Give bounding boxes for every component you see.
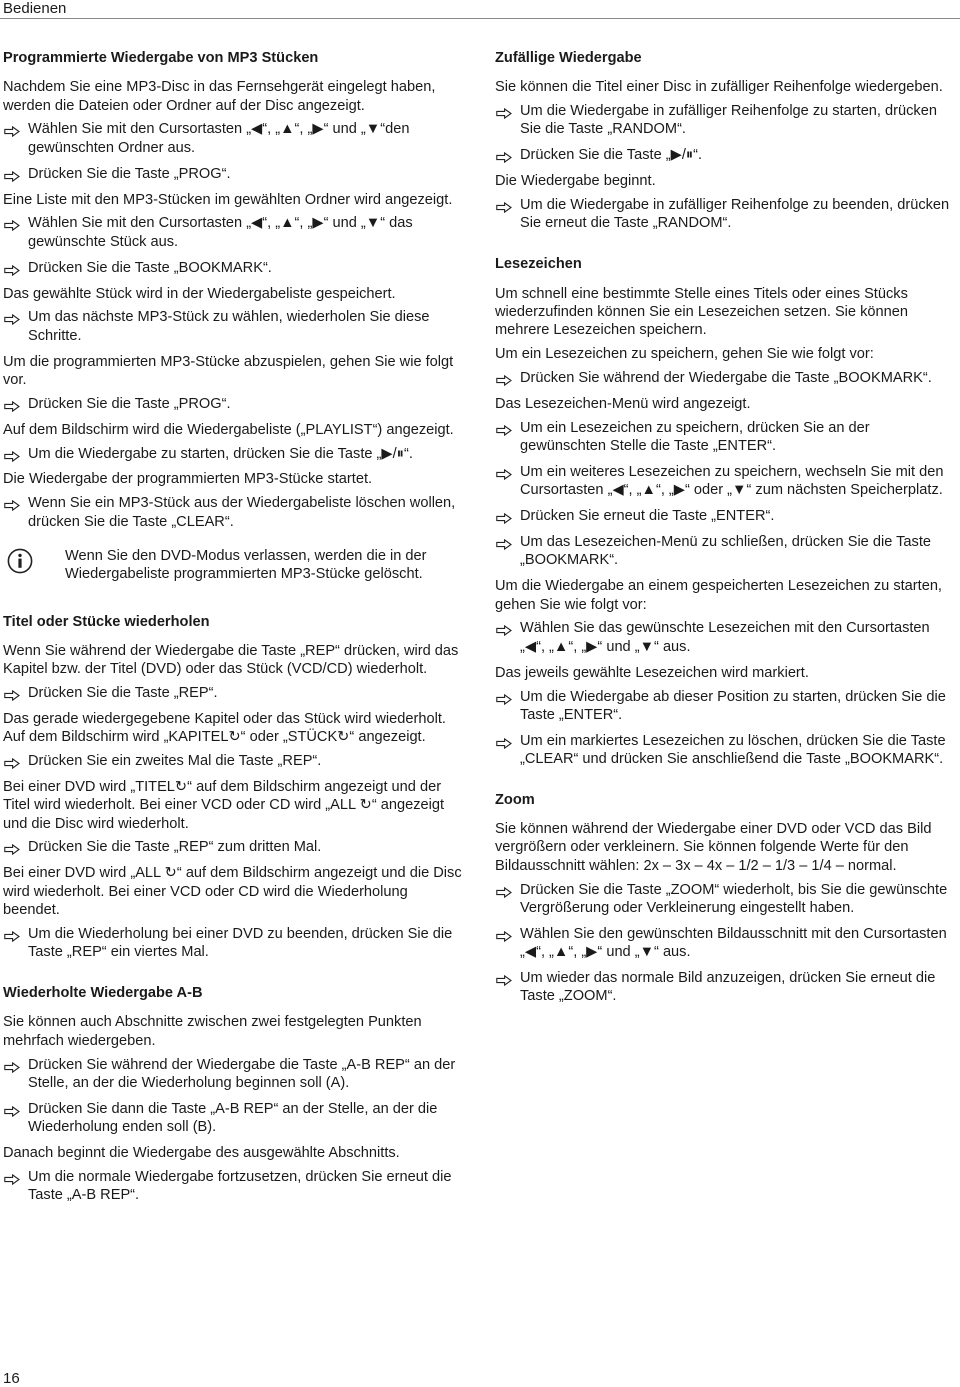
step-text: Wählen Sie das gewünschte Lesezeichen mit den Cursortasten „◀“, „▲“, „▶“ und „▼“ aus. [520,620,930,655]
arrow-right-icon [496,929,512,940]
instruction-step [495,463,957,500]
step-text: Um die normale Wiedergabe fortzusetzen, drücken Sie erneut die Taste „A-B REP“. [28,1168,452,1204]
page-number: 16 [3,1370,20,1387]
arrow-right-icon [496,885,512,896]
instruction-step [3,752,465,770]
paragraph: Das jeweils gewählte Lesezeichen wird markiert. [495,664,809,681]
arrow-right-icon [496,423,512,434]
instruction-step [495,369,957,387]
paragraph: Das gerade wiedergegebene Kapitel oder das Stück wird wiederholt. Auf dem Bildschirm wird „KAPITEL↻“ oder „STÜCK↻“ angezeigt. [3,710,446,746]
instruction-step [3,308,465,345]
arrow-right-icon [4,263,20,274]
arrow-right-icon [496,973,512,984]
arrow-right-icon [496,200,512,211]
paragraph: Eine Liste mit den MP3-Stücken im gewählten Ordner wird angezeigt. [3,191,453,208]
paragraph: Nachdem Sie eine MP3-Disc in das Fernsehgerät eingelegt haben, werden die Dateien oder Ordner auf der Disc angezeigt. [3,79,436,114]
section-heading: Zoom [495,791,535,808]
arrow-right-icon [4,1172,20,1183]
paragraph: Die Wiedergabe beginnt. [495,173,656,190]
instruction-step [495,969,957,1006]
step-text: Wenn Sie ein MP3-Stück aus der Wiedergabeliste löschen wollen, drücken Sie die Taste „CLEAR“. [28,495,456,530]
arrow-right-icon [4,929,20,940]
arrow-right-icon [496,511,512,522]
instruction-step [3,120,465,157]
arrow-right-icon [4,1104,20,1115]
instruction-step [495,533,957,570]
header-rule [0,18,960,19]
instruction-step [3,838,465,856]
step-text: Um die Wiedergabe zu starten, drücken Sie die Taste „▶/⏸“. [28,445,413,462]
step-text: Drücken Sie während der Wiedergabe die Taste „BOOKMARK“. [520,370,932,387]
header-title: Bedienen [3,0,67,17]
step-text: Um die Wiedergabe in zufälliger Reihenfolge zu beenden, drücken Sie erneut die Taste „RANDOM“. [520,197,950,232]
paragraph: Bei einer DVD wird „TITEL↻“ auf dem Bildschirm angezeigt und der Titel wird wiederholt. Bei einer VCD oder CD wird „ALL ↻“ angezeigt und die Disc wird wiederholt. [3,779,445,832]
arrow-right-icon [496,736,512,747]
section-heading: Wiederholte Wiedergabe A-B [3,985,203,1002]
instruction-step [495,732,957,769]
arrow-right-icon [496,467,512,478]
step-text: Drücken Sie ein zweites Mal die Taste „REP“. [28,753,322,770]
step-text: Um die Wiederholung bei einer DVD zu beenden, drücken Sie die Taste „REP“ ein viertes Mal. [28,925,453,961]
section-heading: Zufällige Wiedergabe [495,50,642,66]
paragraph: Danach beginnt die Wiedergabe des ausgewählte Abschnitts. [3,1144,400,1161]
instruction-step [495,881,957,918]
arrow-right-icon [4,312,20,323]
instruction-step [495,688,957,725]
paragraph: Auf dem Bildschirm wird die Wiedergabeliste („PLAYLIST“) angezeigt. [3,421,454,438]
step-text: Um die Wiedergabe in zufälliger Reihenfolge zu starten, drücken Sie die Taste „RANDOM“. [520,103,937,138]
instruction-step [3,445,465,463]
paragraph: Wenn Sie während der Wiedergabe die Taste „REP“ drücken, wird das Kapitel bzw. der Titel (DVD) oder das Stück (VCD/CD) wiederholt. [3,642,459,678]
right-column [495,49,957,1013]
arrow-right-icon [4,169,20,180]
info-note [3,547,465,584]
step-text: Drücken Sie die Taste „BOOKMARK“. [28,259,272,276]
arrow-right-icon [496,537,512,548]
instruction-step [495,619,957,656]
step-text: Wählen Sie mit den Cursortasten „◀“, „▲“, „▶“ und „▼“ das gewünschte Stück aus. [28,215,413,250]
step-text: Um das nächste MP3-Stück zu wählen, wiederholen Sie diese Schritte. [28,309,430,344]
instruction-step [3,1168,465,1205]
arrow-right-icon [496,373,512,384]
instruction-step [3,1056,465,1093]
section-heading: Lesezeichen [495,256,582,273]
arrow-right-icon [4,124,20,135]
arrow-right-icon [496,623,512,634]
instruction-step [3,925,465,962]
page-header [0,0,960,18]
paragraph: Sie können während der Wiedergabe einer DVD oder VCD das Bild vergrößern oder verkleinern. Sie können folgende Werte für den Bildausschnitt wählen: 2x – 3x – 4x – 1/2 – 1/3 – 1/4 – normal. [495,821,932,874]
instruction-step [3,494,465,531]
instruction-step [495,196,957,233]
section-heading: Programmierte Wiedergabe von MP3 Stücken [3,50,319,66]
step-text: Wählen Sie mit den Cursortasten „◀“, „▲“, „▶“ und „▼“den gewünschten Ordner aus. [28,121,410,156]
paragraph: Das gewählte Stück wird in der Wiedergabeliste gespeichert. [3,285,396,302]
step-text: Um ein markiertes Lesezeichen zu löschen, drücken Sie die Taste „CLEAR“ und drücken Sie anschließend die Taste „BOOKMARK“. [520,732,946,767]
step-text: Drücken Sie die Taste „REP“. [28,685,218,702]
arrow-right-icon [4,688,20,699]
step-text: Drücken Sie die Taste „PROG“. [28,165,231,182]
step-text: Um das Lesezeichen-Menü zu schließen, drücken Sie die Taste „BOOKMARK“. [520,534,932,569]
step-text: Drücken Sie die Taste „PROG“. [28,395,231,412]
step-text: Um ein Lesezeichen zu speichern, drücken Sie an der gewünschten Stelle die Taste „ENTER“. [520,419,870,455]
instruction-step [3,395,465,413]
instruction-step [3,214,465,251]
instruction-step [3,259,465,277]
paragraph: Um ein Lesezeichen zu speichern, gehen Sie wie folgt vor: [495,346,874,363]
arrow-right-icon [4,756,20,767]
step-text: Drücken Sie während der Wiedergabe die Taste „A-B REP“ an der Stelle, an der die Wiederholung beginnen soll (A). [28,1056,456,1091]
paragraph: Um die programmierten MP3-Stücke abzuspielen, gehen Sie wie folgt vor. [3,353,454,388]
paragraph: Sie können auch Abschnitte zwischen zwei festgelegten Punkten mehrfach wiedergeben. [3,1014,422,1049]
arrow-right-icon [496,692,512,703]
instruction-step [3,1100,465,1137]
note-text: Wenn Sie den DVD-Modus verlassen, werden die in der Wiedergabeliste programmierten MP3-Stücke gelöscht. [65,547,427,583]
arrow-right-icon [4,1060,20,1071]
section-heading: Titel oder Stücke wiederholen [3,613,210,630]
step-text: Drücken Sie dann die Taste „A-B REP“ an der Stelle, an der die Wiederholung enden soll (B). [28,1100,438,1136]
paragraph: Um die Wiedergabe an einem gespeicherten Lesezeichen zu starten, gehen Sie wie folgt vor: [495,578,942,613]
instruction-step [495,419,957,456]
paragraph: Bei einer DVD wird „ALL ↻“ auf dem Bildschirm angezeigt und die Disc wird wiederholt. Bei einer VCD oder CD wird die Wiederholung beendet. [3,865,462,918]
arrow-right-icon [496,106,512,117]
instruction-step [495,925,957,962]
instruction-step [3,684,465,702]
paragraph: Um schnell eine bestimmte Stelle eines Titels oder eines Stücks wiederzufinden können Sie ein Lesezeichen setzen. Sie können mehrere Lesezeichen speichern. [495,285,908,339]
step-text: Um ein weiteres Lesezeichen zu speichern, wechseln Sie mit den Cursortasten „◀“, „▲“, „▶“ oder „▼“ zum nächsten Speicherplatz. [520,463,944,499]
instruction-step [495,102,957,139]
step-text: Drücken Sie die Taste „ZOOM“ wiederholt, bis Sie die gewünschte Vergrößerung oder Verkleinerung eingestellt haben. [520,881,948,916]
paragraph: Sie können die Titel einer Disc in zufälliger Reihenfolge wiedergeben. [495,79,943,96]
arrow-right-icon [4,498,20,509]
arrow-right-icon [4,842,20,853]
step-text: Drücken Sie die Taste „▶/⏸“. [520,147,703,164]
arrow-right-icon [4,218,20,229]
arrow-right-icon [4,449,20,460]
step-text: Um wieder das normale Bild anzuzeigen, drücken Sie erneut die Taste „ZOOM“. [520,970,936,1005]
arrow-right-icon [496,150,512,161]
step-text: Drücken Sie die Taste „REP“ zum dritten Mal. [28,839,322,856]
paragraph: Die Wiedergabe der programmierten MP3-Stücke startet. [3,471,373,488]
step-text: Um die Wiedergabe ab dieser Position zu starten, drücken Sie die Taste „ENTER“. [520,688,946,723]
step-text: Wählen Sie den gewünschten Bildausschnitt mit den Cursortasten „◀“, „▲“, „▶“ und „▼“ aus. [520,925,947,961]
instruction-step [495,507,957,525]
step-text: Drücken Sie erneut die Taste „ENTER“. [520,508,775,525]
arrow-right-icon [4,399,20,410]
info-icon [7,548,33,574]
instruction-step [495,146,957,164]
instruction-step [3,165,465,183]
left-column [3,49,465,1212]
paragraph: Das Lesezeichen-Menü wird angezeigt. [495,395,751,412]
